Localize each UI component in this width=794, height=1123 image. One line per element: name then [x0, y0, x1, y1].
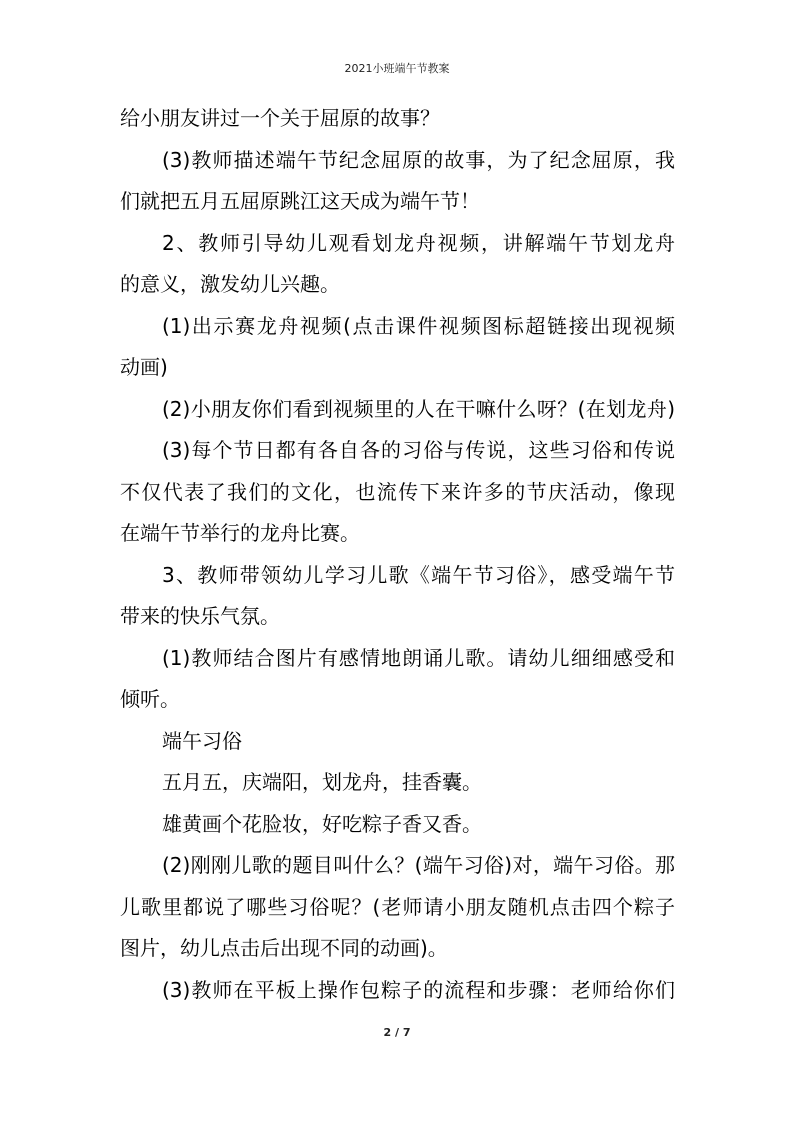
- text-line: 们就把五月五屈原跳江这天成为端午节！: [120, 189, 480, 213]
- poem-line: 五月五，庆端阳，划龙舟，挂香囊。: [162, 770, 482, 794]
- text-line: 在端午节举行的龙舟比赛。: [120, 521, 360, 545]
- page-number: 2 / 7: [383, 1026, 411, 1039]
- text-line: 带来的快乐气氛。: [120, 604, 280, 628]
- text-line: (1)教师结合图片有感情地朗诵儿歌。请幼儿细细感受和: [162, 645, 675, 670]
- text-line: 2、教师引导幼儿观看划龙舟视频，讲解端午节划龙舟: [162, 230, 675, 255]
- text-line: (3)每个节日都有各自各的习俗与传说，这些习俗和传说: [162, 438, 675, 462]
- text-line: 儿歌里都说了哪些习俗呢？(老师请小朋友随机点击四个粽子: [120, 894, 675, 919]
- text-line: 3、教师带领幼儿学习儿歌《端午节习俗》，感受端午节: [162, 562, 675, 587]
- text-line: 给小朋友讲过一个关于屈原的故事？: [120, 106, 440, 130]
- document-body: [120, 98, 675, 1011]
- poem-title: 端午习俗: [162, 728, 242, 753]
- text-line: (1)出示赛龙舟视频(点击课件视频图标超链接出现视频: [162, 313, 675, 338]
- text-line: (2)小朋友你们看到视频里的人在干嘛什么呀？(在划龙舟): [162, 396, 675, 421]
- page-header: 2021小班端午节教案: [344, 62, 450, 75]
- text-line: 不仅代表了我们的文化，也流传下来许多的节庆活动，像现: [120, 479, 675, 504]
- text-line: 图片，幼儿点击后出现不同的动画)。: [120, 936, 448, 960]
- text-line: (2)刚刚儿歌的题目叫什么？(端午习俗)对，端午习俗。那: [162, 853, 675, 877]
- text-line: 的意义，激发幼儿兴趣。: [120, 272, 340, 296]
- text-line: 动画): [120, 355, 168, 379]
- poem-line: 雄黄画个花脸妆，好吃粽子香又香。: [162, 811, 482, 836]
- text-line: 倾听。: [120, 687, 180, 711]
- text-line: (3)教师在平板上操作包粽子的流程和步骤：老师给你们: [162, 977, 675, 1002]
- text-line: (3)教师描述端午节纪念屈原的故事，为了纪念屈原，我: [162, 147, 675, 172]
